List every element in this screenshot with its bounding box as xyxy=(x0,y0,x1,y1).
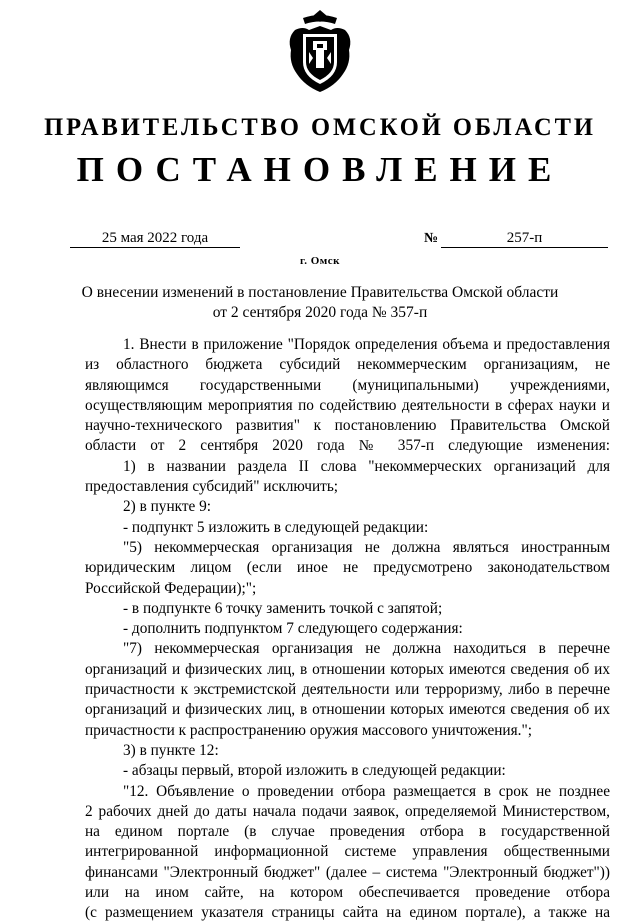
document-type-title: ПОСТАНОВЛЕНИЕ xyxy=(76,150,564,189)
body-line: - дополнить подпунктом 7 следующего содержания: xyxy=(123,620,463,638)
body-line: - абзацы первый, второй изложить в следующей редакции: xyxy=(123,762,506,780)
document-date: 25 мая 2022 года xyxy=(70,229,240,248)
number-label: № xyxy=(424,231,439,246)
body-line: из областного бюджета субсидий некоммерческим организациям, не xyxy=(85,356,610,374)
body-line: 2 рабочих дней до даты начала подачи заявок, определяемой Министерством, xyxy=(85,802,610,820)
city-label: г. Омск xyxy=(299,255,341,267)
body-line: научно-технического развития" к постановлению Правительства Омской xyxy=(85,417,610,435)
body-line: "12. Объявление о проведении отбора размещается в срок не позднее xyxy=(123,782,610,800)
body-line: причастности к экстремистской деятельности или терроризму, либо в перечне xyxy=(85,681,610,699)
body-line: организаций и физических лиц, в отношении которых имеются сведения об их xyxy=(85,660,610,678)
body-line: причастности к распространению оружия массового уничтожения."; xyxy=(85,721,532,739)
body-line: 1. Внести в приложение "Порядок определения объема и предоставления xyxy=(123,336,610,353)
document-number: 257-п xyxy=(441,229,608,248)
body-line: юридическим лицом (если иное не предусмотрено законодательством xyxy=(85,559,610,577)
body-line: организаций и физических лиц, в отношении которых имеются сведения об их xyxy=(85,701,610,719)
body-line: области от 2 сентября 2020 года № 357-п следующие изменения: xyxy=(85,437,610,455)
body-line: - подпункт 5 изложить в следующей редакции: xyxy=(123,518,429,536)
body-line: осуществляющим мероприятия по содействию деятельности в сферах науки и xyxy=(85,396,610,414)
body-line: "7) некоммерческая организация не должна находиться в перечне xyxy=(123,640,610,658)
body-line: 3) в пункте 12: xyxy=(123,741,219,759)
body-line: финансами "Электронный бюджет" (далее – система "Электронный бюджет")) xyxy=(85,863,610,881)
body-line: или на ином сайте, на котором обеспечивается проведение отбора xyxy=(85,884,610,902)
body-line: - в подпункте 6 точку заменить точкой с запятой; xyxy=(123,599,443,617)
body-line: (с размещением указателя страницы сайта на едином портале), а также на xyxy=(85,904,610,922)
body-line: интегрированной информационной системе управления общественными xyxy=(85,843,610,861)
coat-of-arms-icon xyxy=(287,8,353,94)
subject-line-2: от 2 сентября 2020 года № 357-п xyxy=(212,304,428,321)
document-subject xyxy=(40,283,600,323)
body-line: Российской Федерации);"; xyxy=(85,579,257,597)
body-line: 2) в пункте 9: xyxy=(123,498,212,516)
organization-title: ПРАВИТЕЛЬСТВО ОМСКОЙ ОБЛАСТИ xyxy=(44,114,596,141)
body-line: являющимся государственными (муниципальными) учреждениями, xyxy=(85,376,610,394)
subject-line-1: О внесении изменений в постановление Правительства Омской области xyxy=(81,284,559,301)
document-body xyxy=(85,335,610,924)
body-line: "5) некоммерческая организация не должна являться иностранным xyxy=(123,538,610,556)
body-line: 1) в названии раздела II слова "некоммерческих организаций для xyxy=(123,457,610,475)
body-line: на едином портале (в случае проведения отбора в государственной xyxy=(85,823,610,841)
body-line: предоставления субсидий" исключить; xyxy=(85,478,339,496)
